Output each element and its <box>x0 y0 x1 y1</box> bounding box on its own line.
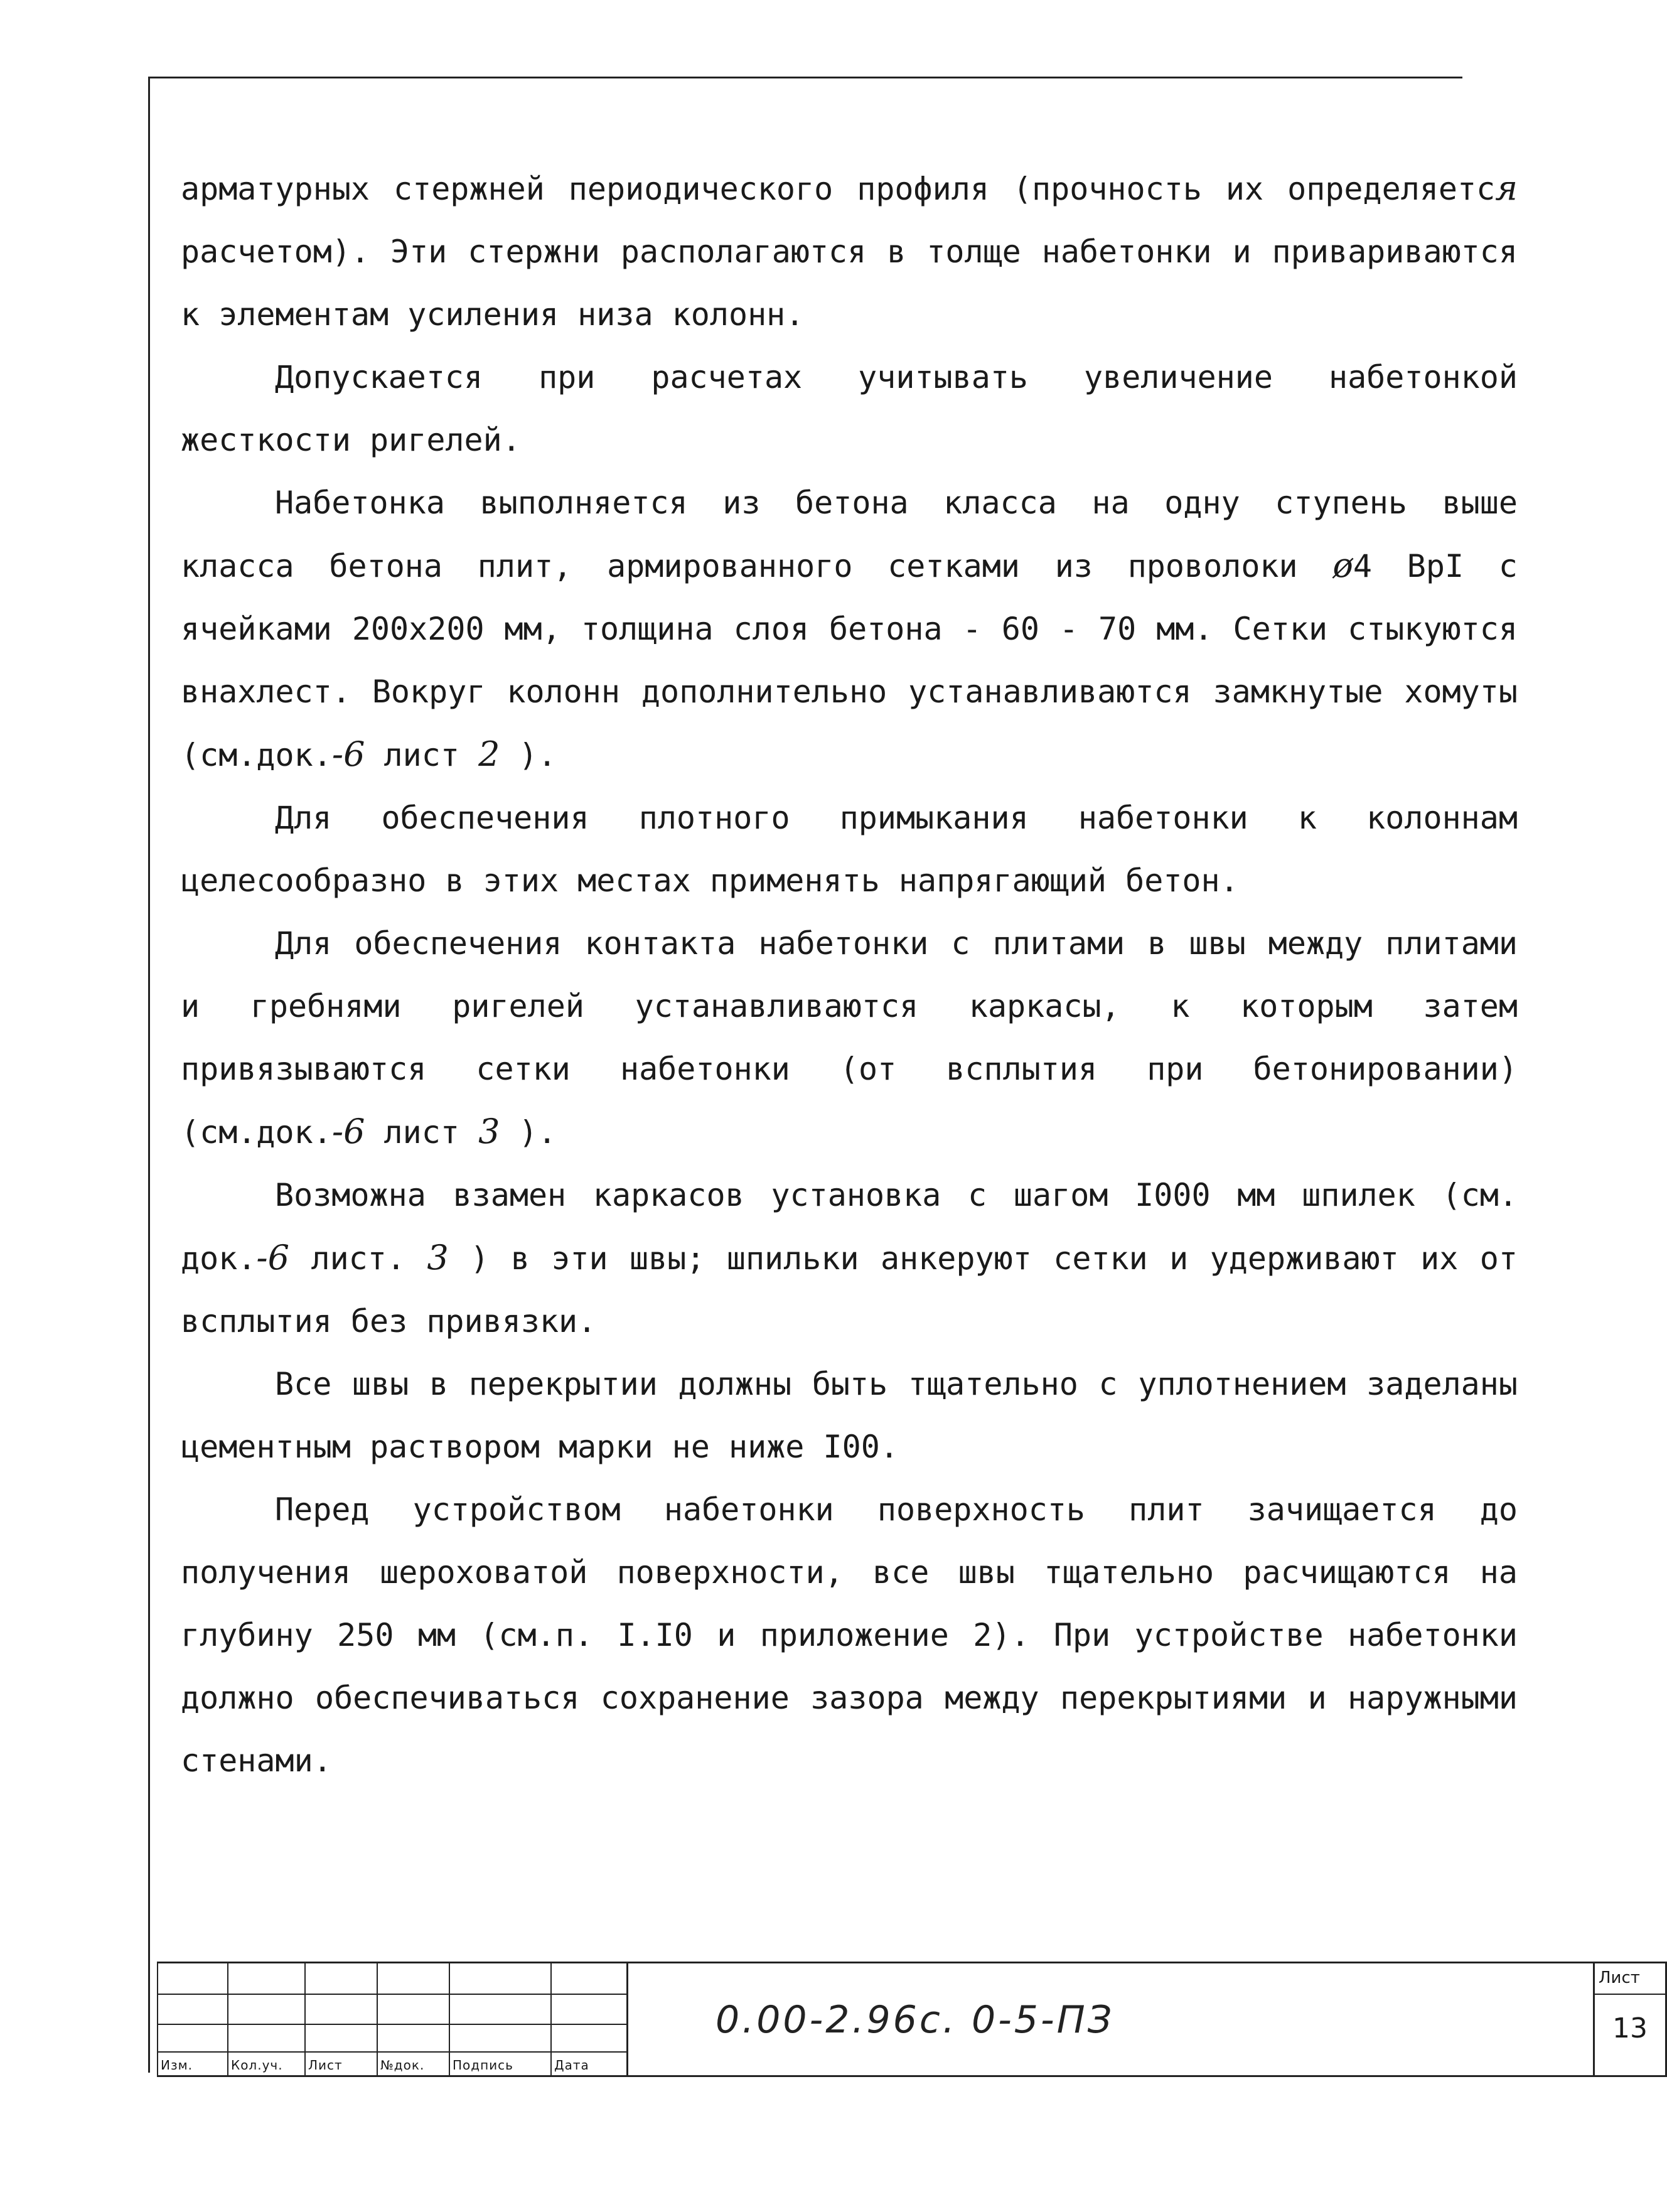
paragraph-text: арматурных стержней периодического профиля (прочность их определяетс <box>181 171 1496 207</box>
paragraph <box>181 157 1518 346</box>
paragraph-text: Перед устройством набетонки поверхность плит зачищается до получения шероховатой поверхности, все швы тщательно расчищаются на глубину 250 мм (см.п. I.I0 и приложение 2). При устройстве набетонки должно обеспечиваться сохранение зазора между перекрытиями и наружными стенами. <box>181 1491 1518 1779</box>
paragraph <box>181 787 1518 912</box>
sheet-number: 13 <box>1612 2012 1648 2044</box>
paragraph <box>181 1164 1518 1353</box>
paragraph-text: Набетонка выполняется из бетона класса на одну ступень выше класса бетона плит, армированного сетками из проволоки <box>181 485 1518 584</box>
handwritten-insert: -6 <box>256 1238 290 1277</box>
column-label-sheet: Лист <box>308 2058 343 2073</box>
table-rule <box>304 1963 306 2075</box>
paragraph-text: 4 BpI с ячейками 200х200 мм, толщина слоя бетона - 60 - 70 мм. Сетки стыкуются внахлест. Вокруг колонн дополнительно устанавливаются замкнутые хомуты (см.док. <box>181 548 1518 773</box>
frame-top-border <box>148 77 1462 78</box>
paragraph-text: Для обеспечения контакта набетонки с плитами в швы между плитами и гребнями ригелей устанавливаются каркасы, к которым затем привязываются сетки набетонки (от всплытия при бетонировании) (см.док. <box>181 925 1518 1151</box>
revision-table <box>157 1962 626 2077</box>
paragraph <box>181 1478 1518 1792</box>
paragraph-text: ). <box>500 737 557 773</box>
table-rule <box>449 1963 450 2075</box>
paragraph-text: лист <box>365 1114 479 1151</box>
paragraph-text: лист. <box>289 1240 427 1277</box>
sheet-divider <box>1595 1994 1665 1995</box>
column-label-change: Изм. <box>161 2058 193 2073</box>
sheet-number-box <box>1593 1962 1667 2077</box>
document-code: 0.00-2.96с. 0-5-ПЗ <box>716 1998 1115 2042</box>
frame-left-border <box>148 77 150 2073</box>
paragraph <box>181 471 1518 787</box>
handwritten-insert: 3 <box>478 1112 500 1151</box>
title-block <box>157 1962 1648 2073</box>
table-rule <box>377 1963 378 2075</box>
handwritten-insert: -6 <box>331 734 365 774</box>
handwritten-insert: -6 <box>331 1112 365 1151</box>
sheet-label: Лист <box>1599 1968 1640 1987</box>
column-label-date: Дата <box>554 2058 589 2073</box>
paragraph <box>181 912 1518 1164</box>
paragraph-text: Допускается при расчетах учитывать увеличение набетонкой жесткости ригелей. <box>181 359 1518 458</box>
paragraph-text: лист <box>365 737 479 773</box>
paragraph <box>181 346 1518 471</box>
handwritten-insert: 2 <box>478 734 500 774</box>
paragraph-text: Для обеспечения плотного примыкания набетонки к колоннам целесообразно в этих местах применять напрягающий бетон. <box>181 800 1518 899</box>
table-rule <box>227 1963 228 2075</box>
handwritten-insert: я <box>1495 168 1518 208</box>
paragraph-text: ). <box>500 1114 557 1151</box>
paragraph-text: Все швы в перекрытии должны быть тщательно с уплотнением заделаны цементным раствором марки не ниже I00. <box>181 1366 1518 1465</box>
document-body <box>181 157 1518 1792</box>
column-label-signature: Подпись <box>453 2058 513 2073</box>
paragraph-text: ) в эти швы; шпильки анкеруют сетки и удерживают их от всплытия без привязки. <box>181 1240 1518 1340</box>
paragraph-text: Возможна взамен каркасов установка с шагом I000 мм шпилек (см. док. <box>181 1177 1518 1277</box>
handwritten-insert: ø <box>1332 545 1353 585</box>
handwritten-insert: 3 <box>427 1238 449 1277</box>
column-label-doc-number: №док. <box>380 2058 425 2073</box>
table-rule <box>550 1963 552 2075</box>
column-label-quantity: Кол.уч. <box>231 2058 283 2073</box>
paragraph-text: расчетом). Эти стержни располагаются в толще набетонки и привариваются к элементам усиления низа колонн. <box>181 234 1518 333</box>
paragraph <box>181 1353 1518 1478</box>
table-rule <box>157 1963 158 2075</box>
